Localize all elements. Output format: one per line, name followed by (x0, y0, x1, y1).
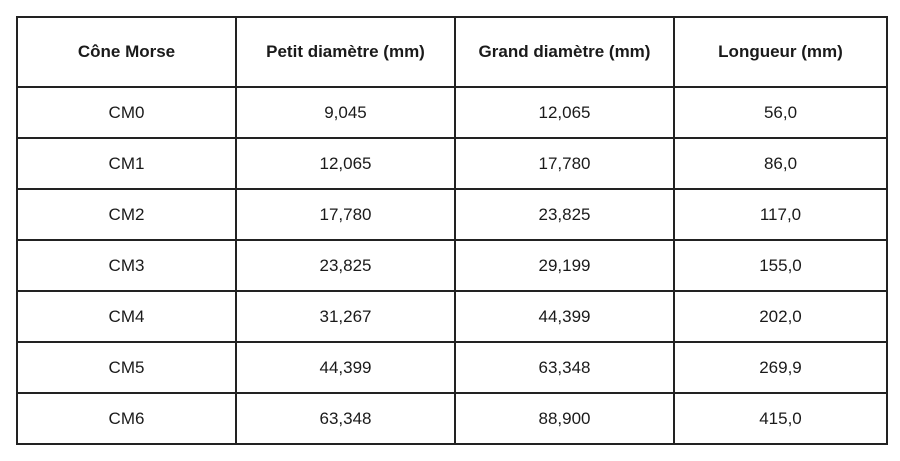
table-row (17, 393, 887, 444)
table-row (17, 240, 887, 291)
cell-cone: CM2 (17, 189, 236, 240)
cell-longueur: 202,0 (674, 291, 887, 342)
table-row (17, 87, 887, 138)
cell-petit-diametre: 12,065 (236, 138, 455, 189)
cell-grand-diametre: 88,900 (455, 393, 674, 444)
table-body (17, 87, 887, 444)
cell-cone: CM6 (17, 393, 236, 444)
cell-longueur: 117,0 (674, 189, 887, 240)
cell-petit-diametre: 31,267 (236, 291, 455, 342)
header-cone-morse: Cône Morse (17, 17, 236, 87)
header-petit-diametre: Petit diamètre (mm) (236, 17, 455, 87)
cell-longueur: 86,0 (674, 138, 887, 189)
table-container (16, 16, 886, 445)
table-row (17, 342, 887, 393)
cell-petit-diametre: 63,348 (236, 393, 455, 444)
header-longueur: Longueur (mm) (674, 17, 887, 87)
header-row (17, 17, 887, 87)
cell-cone: CM4 (17, 291, 236, 342)
cell-longueur: 269,9 (674, 342, 887, 393)
cell-grand-diametre: 12,065 (455, 87, 674, 138)
cell-grand-diametre: 17,780 (455, 138, 674, 189)
cell-cone: CM5 (17, 342, 236, 393)
cell-petit-diametre: 9,045 (236, 87, 455, 138)
cell-grand-diametre: 23,825 (455, 189, 674, 240)
cell-petit-diametre: 44,399 (236, 342, 455, 393)
cell-cone: CM0 (17, 87, 236, 138)
table-row (17, 138, 887, 189)
header-grand-diametre: Grand diamètre (mm) (455, 17, 674, 87)
cell-grand-diametre: 29,199 (455, 240, 674, 291)
cell-cone: CM3 (17, 240, 236, 291)
table-header (17, 17, 887, 87)
cell-petit-diametre: 23,825 (236, 240, 455, 291)
cell-grand-diametre: 44,399 (455, 291, 674, 342)
table-row (17, 291, 887, 342)
cell-petit-diametre: 17,780 (236, 189, 455, 240)
table-row (17, 189, 887, 240)
cell-cone: CM1 (17, 138, 236, 189)
cell-longueur: 56,0 (674, 87, 887, 138)
cell-grand-diametre: 63,348 (455, 342, 674, 393)
cell-longueur: 415,0 (674, 393, 887, 444)
cell-longueur: 155,0 (674, 240, 887, 291)
morse-taper-table (16, 16, 888, 445)
